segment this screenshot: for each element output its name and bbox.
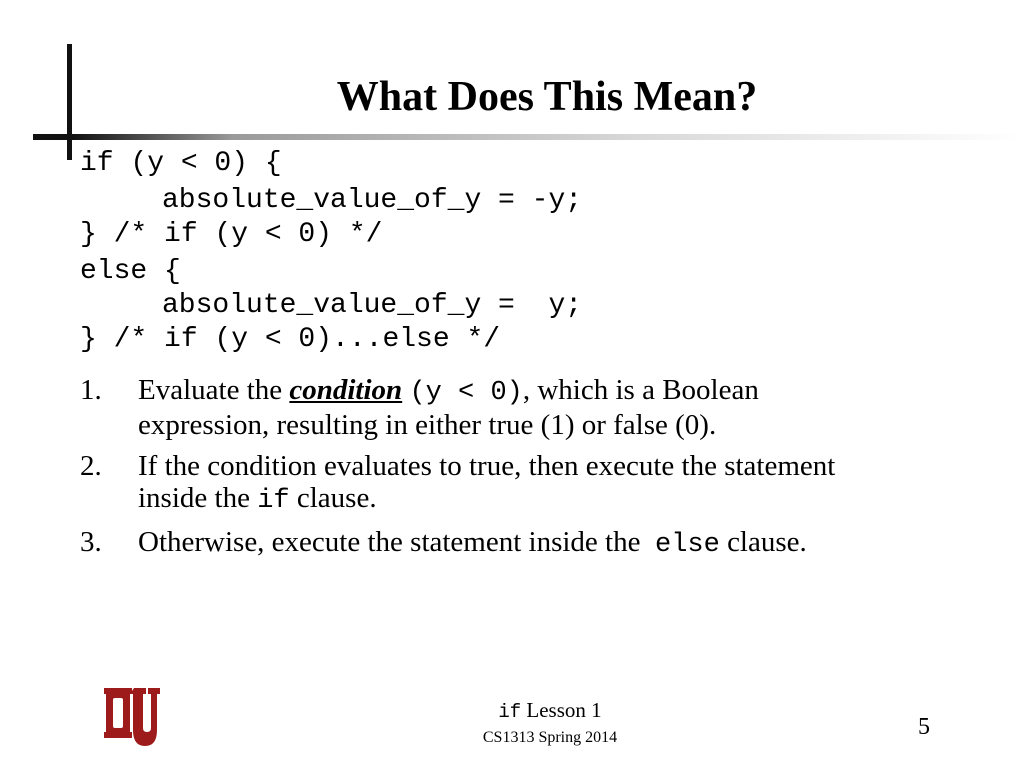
inline-code: (y < 0) xyxy=(409,378,523,408)
list-text: Evaluate the xyxy=(138,374,290,406)
list-number: 2. xyxy=(80,450,102,482)
list-text: , which is a Boolean expression, resulting in either true (1) or false (0). xyxy=(138,374,759,441)
list-item xyxy=(80,374,890,441)
slide-title: What Does This Mean? xyxy=(336,74,758,120)
footer-lesson xyxy=(400,697,700,725)
list-text: clause. xyxy=(719,526,807,558)
code-block xyxy=(80,147,582,357)
list-number: 1. xyxy=(80,374,102,406)
footer-lesson-code: if xyxy=(498,701,522,723)
explanation-list xyxy=(80,374,890,570)
code-line: } /* if (y < 0) */ xyxy=(80,219,383,250)
list-text: clause. xyxy=(289,482,377,514)
code-line: absolute_value_of_y = y; xyxy=(162,290,583,321)
code-line: } /* if (y < 0)...else */ xyxy=(80,324,501,355)
inline-code: else xyxy=(655,530,720,560)
footer-course: CS1313 Spring 2014 xyxy=(482,729,618,746)
inline-code: if xyxy=(257,486,290,516)
code-line: if (y < 0) { xyxy=(80,148,282,179)
footer-lesson-text: Lesson 1 xyxy=(526,698,602,722)
footer xyxy=(400,697,700,749)
list-text: If the condition evaluates to true, then execute the statement inside the xyxy=(138,450,836,514)
list-item xyxy=(80,450,890,517)
list-number: 3. xyxy=(80,526,102,558)
ou-logo-icon xyxy=(104,686,162,752)
list-text: Otherwise, execute the statement inside the xyxy=(138,526,648,558)
code-line: else { xyxy=(80,256,181,287)
condition-keyword: condition xyxy=(289,374,403,406)
page-number: 5 xyxy=(918,714,930,740)
list-item xyxy=(80,526,890,561)
code-line: absolute_value_of_y = -y; xyxy=(162,185,583,216)
title-horizontal-rule xyxy=(33,134,1023,140)
